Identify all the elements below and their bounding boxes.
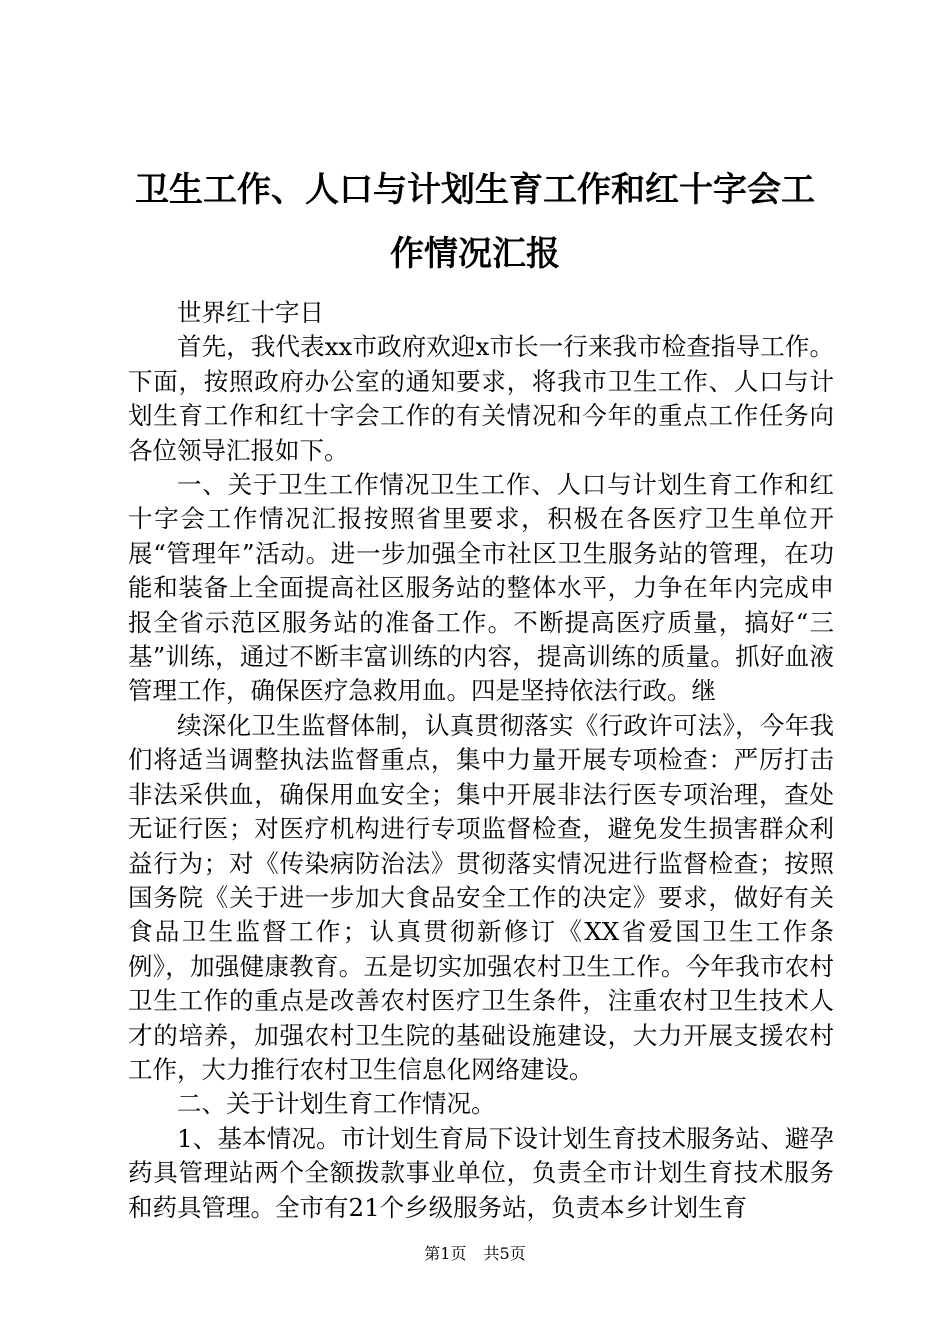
document-body <box>128 296 834 1225</box>
paragraph: 续深化卫生监督体制，认真贯彻落实《行政许可法》，今年我们将适当调整执法监督重点，集中力量开展专项检查：严厉打击非法采供血，确保用血安全；集中开展非法行医专项治理，查处无证行医；对医疗机构进行专项监督检查，避免发生损害群众利益行为；对《传染病防治法》贯彻落实情况进行监督检查；按照国务院《关于进一步加大食品安全工作的决定》要求，做好有关食品卫生监督工作；认真贯彻新修订《XX省爱国卫生工作条例》，加强健康教育。五是切实加强农村卫生工作。今年我市农村卫生工作的重点是改善农村医疗卫生条件，注重农村卫生技术人才的培养，加强农村卫生院的基础设施建设，大力开展支援农村工作，大力推行农村卫生信息化网络建设。 <box>128 710 834 1084</box>
page-footer <box>0 1244 950 1264</box>
paragraph: 1、基本情况。市计划生育局下设计划生育技术服务站、避孕药具管理站两个全额拨款事业单位，负责全市计划生育技术服务和药具管理。全市有21个乡级服务站，负责本乡计划生育 <box>128 1123 834 1222</box>
paragraph: 首先，我代表xx市政府欢迎x市长一行来我市检查指导工作。下面，按照政府办公室的通知要求，将我市卫生工作、人口与计划生育工作和红十字会工作的有关情况和今年的重点工作任务向各位领导汇报如下。 <box>128 332 834 465</box>
document-title: 卫生工作、人口与计划生育工作和红十字会工作情况汇报 <box>135 170 815 274</box>
page-number: 第1页 <box>424 1244 467 1263</box>
paragraph: 二、关于计划生育工作情况。 <box>177 1089 496 1119</box>
paragraph: 一、关于卫生工作情况卫生工作、人口与计划生育工作和红十字会工作情况汇报按照省里要求，积极在各医疗卫生单位开展“管理年”活动。进一步加强全市社区卫生服务站的管理，在功能和装备上全面提高社区服务站的整体水平，力争在年内完成申报全省示范区服务站的准备工作。不断提高医疗质量，搞好“三基”训练，通过不断丰富训练的内容，提高训练的质量。抓好血液管理工作，确保医疗急救用血。四是坚持依法行政。继 <box>128 470 834 706</box>
paragraph: 世界红十字日 <box>177 298 324 327</box>
page-total: 共5页 <box>483 1244 526 1263</box>
